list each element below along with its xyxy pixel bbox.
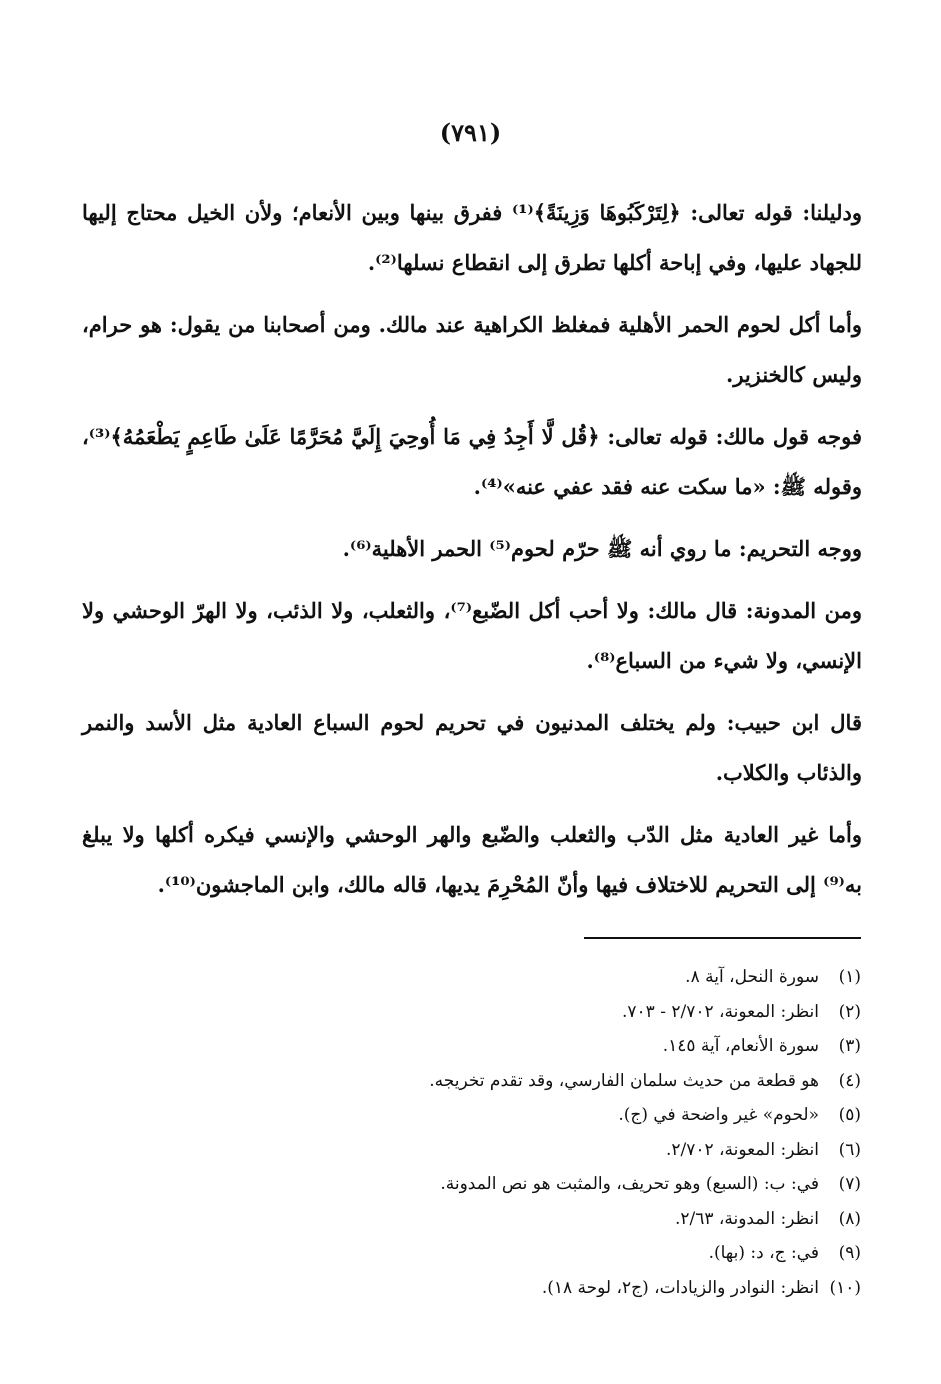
footnote xyxy=(161,1133,861,1168)
footnote-number: (٩) xyxy=(838,1243,861,1263)
footnote xyxy=(161,995,861,1030)
footnote xyxy=(161,1064,861,1099)
footnote-number: (١) xyxy=(838,967,861,987)
footnote-text: سورة النحل، آية ٨. xyxy=(685,967,819,987)
paragraph: وأما أكل لحوم الحمر الأهلية فمغلظ الكراهية عند مالك. ومن أصحابنا من يقول: هو حرام، وليس كالخنزير. xyxy=(82,312,862,387)
footnote-text: سورة الأنعام، آية ١٤٥. xyxy=(662,1036,819,1056)
footnote-text: انظر: النوادر والزيادات، (ج٢، لوحة ١٨). xyxy=(541,1277,819,1298)
footnote-text: هو قطعة من حديث سلمان الفارسي، وقد تقدم تخريجه. xyxy=(429,1070,819,1091)
footnote-text: في: ج، د: (بها). xyxy=(708,1243,819,1263)
paragraph: وأما غير العادية مثل الدّب والثعلب والضّبع والهر الوحشي والإنسي فيكره أكلها ولا يبلغ به⁽⁹⁾ إلى التحريم للاختلاف فيها وأنّ المُحْرِمَ يديها، قاله مالك، وابن الماجشون⁽¹⁰⁾. xyxy=(82,822,862,897)
footnote-number: (٤) xyxy=(838,1070,861,1091)
footnote xyxy=(161,1236,861,1271)
footnote-text: «لحوم» غير واضحة في (ج). xyxy=(618,1105,819,1125)
footnote-number: (٣) xyxy=(838,1036,861,1056)
paragraph: فوجه قول مالك: قوله تعالى: ﴿قُل لَّا أَجِدُ فِي مَا أُوحِيَ إِلَيَّ مُحَرَّمًا عَلَىٰ طَاعِمٍ يَطْعَمُهُ﴾⁽³⁾، وقوله ﷺ: «ما سكت عنه فقد عفي عنه»⁽⁴⁾. xyxy=(82,424,862,499)
footnotes xyxy=(161,960,861,1305)
footnote-separator xyxy=(584,937,861,939)
footnote xyxy=(161,1167,861,1202)
footnote-number: (٦) xyxy=(838,1139,861,1160)
main-text xyxy=(82,188,862,922)
footnote xyxy=(161,1098,861,1133)
footnote xyxy=(161,1271,861,1306)
footnote-text: في: ب: (السبع) وهو تحريف، والمثبت هو نص المدونة. xyxy=(440,1174,819,1194)
paragraph: ومن المدونة: قال مالك: ولا أحب أكل الضّبع⁽⁷⁾، والثعلب، ولا الذئب، ولا الهرّ الوحشي ولا الإنسي، ولا شيء من السباع⁽⁸⁾. xyxy=(82,598,862,673)
page-number: (٧٩١) xyxy=(439,118,502,147)
footnote-number: (٢) xyxy=(838,1001,861,1022)
footnote-number: (١٠) xyxy=(829,1277,861,1298)
footnote xyxy=(161,1202,861,1237)
footnote-number: (٥) xyxy=(838,1105,861,1125)
footnote xyxy=(161,960,861,995)
footnote xyxy=(161,1029,861,1064)
paragraph: ودليلنا: قوله تعالى: ﴿لِتَرْكَبُوهَا وَزِينَةً﴾⁽¹⁾ ففرق بينها وبين الأنعام؛ ولأن الخيل محتاج إليها للجهاد عليها، وفي إباحة أكلها تطرق إلى انقطاع نسلها⁽²⁾. xyxy=(82,200,862,275)
paragraph: قال ابن حبيب: ولم يختلف المدنيون في تحريم لحوم السباع العادية مثل الأسد والنمر والذئاب والكلاب. xyxy=(82,710,862,785)
footnote-number: (٧) xyxy=(838,1174,861,1194)
footnote-text: انظر: المعونة، ٢/٧٠٢ - ٧٠٣. xyxy=(621,1001,819,1022)
footnote-number: (٨) xyxy=(838,1208,861,1229)
footnote-text: انظر: المدونة، ٢/٦٣. xyxy=(674,1208,819,1229)
footnote-text: انظر: المعونة، ٢/٧٠٢. xyxy=(665,1139,819,1160)
paragraph: ووجه التحريم: ما روي أنه ﷺ حرّم لحوم⁽⁵⁾ الحمر الأهلية⁽⁶⁾. xyxy=(342,536,862,561)
